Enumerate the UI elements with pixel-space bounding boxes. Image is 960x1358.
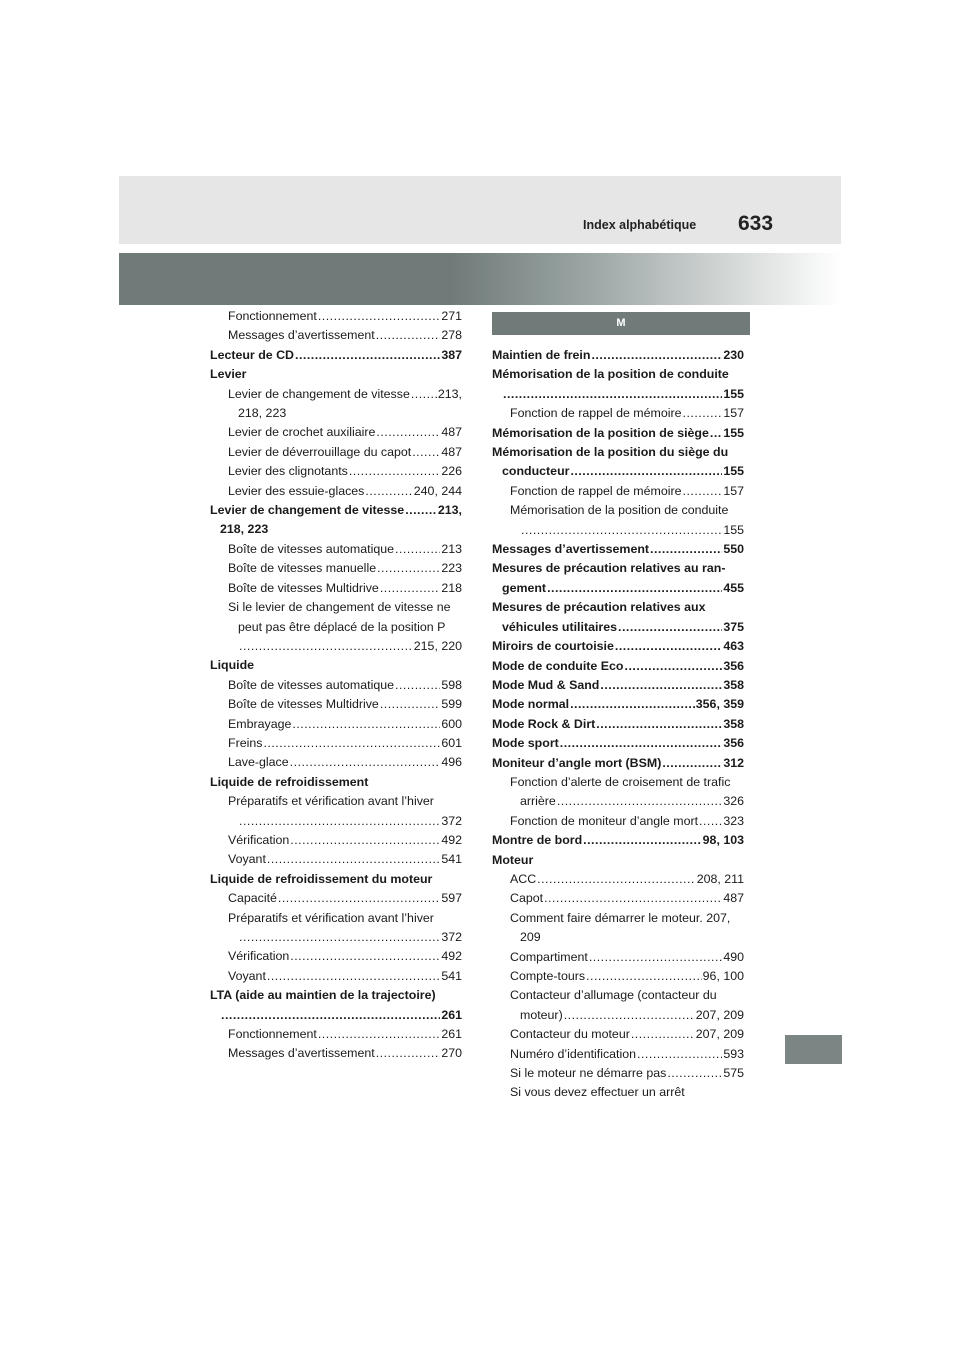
index-entry <box>492 1064 744 1083</box>
entry-page-ref: 455 <box>723 580 744 595</box>
entry-label: Mode Rock & Dirt <box>492 716 596 731</box>
dot-leader <box>637 1045 722 1064</box>
entry-label: Moniteur d’angle mort (BSM) <box>492 755 662 770</box>
index-heading: Liquide de refroidissement <box>210 774 369 789</box>
index-entry <box>210 307 462 326</box>
entry-page-ref: 213, <box>437 503 462 518</box>
index-entry <box>492 424 744 443</box>
entry-label: Messages d’avertissement <box>228 1046 375 1061</box>
entry-label: véhicules utilitaires <box>502 619 618 634</box>
index-entry <box>210 326 462 345</box>
entry-label: conducteur <box>502 464 570 479</box>
dot-leader <box>615 637 722 656</box>
index-entry <box>492 579 744 598</box>
index-line: peut pas être déplacé de la position P <box>238 619 446 634</box>
index-heading: Levier <box>210 367 247 382</box>
entry-page-ref: 155 <box>723 386 744 401</box>
index-entry <box>210 462 462 481</box>
index-line: Préparatifs et vérification avant l’hiver <box>228 910 434 925</box>
entry-page-ref: 598 <box>441 677 462 692</box>
entry-page-ref: 157 <box>723 483 744 498</box>
entry-page-ref: 213, <box>437 386 462 401</box>
dot-leader <box>395 676 440 695</box>
dot-leader <box>596 715 722 734</box>
dot-leader <box>318 1025 440 1044</box>
entry-page-ref: 213 <box>441 541 462 556</box>
entry-page-ref: 326 <box>723 794 744 809</box>
dot-leader <box>564 1006 695 1025</box>
entry-page-ref: 490 <box>723 949 744 964</box>
index-entry <box>492 889 744 908</box>
index-entry <box>492 948 744 967</box>
dot-leader <box>290 947 440 966</box>
index-entry <box>492 831 744 850</box>
index-line: Fonction d’alerte de croisement de trafic <box>510 774 731 789</box>
index-entry <box>210 695 462 714</box>
entry-page-ref: 261 <box>441 1007 462 1022</box>
entry-page-ref: 312 <box>723 755 744 770</box>
entry-label: Montre de bord <box>492 833 583 848</box>
index-heading: LTA (aide au maintien de la trajectoire) <box>210 988 436 1003</box>
entry-label: Maintien de frein <box>492 348 591 362</box>
entry-label: Fonction de rappel de mémoire <box>510 483 682 498</box>
index-heading: Liquide <box>210 658 255 673</box>
index-entry <box>492 1025 744 1044</box>
index-heading: Liquide de refroidissement du moteur <box>210 871 433 886</box>
index-entry <box>492 792 744 811</box>
index-entry <box>492 657 744 676</box>
dot-leader <box>683 482 723 501</box>
index-line: Mémorisation de la position de conduite <box>510 503 729 518</box>
entry-label: Compte-tours <box>510 969 586 983</box>
entry-page-ref: 226 <box>441 464 462 479</box>
index-entry <box>210 1044 462 1063</box>
index-entry <box>492 676 744 695</box>
entry-label: Boîte de vitesses Multidrive <box>228 697 379 712</box>
dot-leader <box>570 462 722 481</box>
index-entry <box>492 404 744 423</box>
entry-page-ref: 223 <box>441 561 462 576</box>
dot-leader <box>290 831 440 850</box>
entry-page-ref: 487 <box>441 444 462 459</box>
dot-leader <box>589 948 723 967</box>
index-line: 218, 223 <box>238 406 287 421</box>
entry-label: gement <box>502 580 547 595</box>
entry-label: Mode normal <box>492 697 570 712</box>
entry-page-ref: 593 <box>723 1046 744 1061</box>
entry-label: Capot <box>510 891 544 906</box>
entry-page-ref: 358 <box>723 716 744 731</box>
entry-page-ref: 600 <box>441 716 462 731</box>
dot-leader <box>631 1025 695 1044</box>
entry-label: Compartiment <box>510 949 588 964</box>
index-entry <box>492 385 744 404</box>
index-line: Si le levier de changement de vitesse ne <box>228 600 451 615</box>
entry-label: Voyant <box>228 968 266 983</box>
dot-leader <box>667 1064 722 1083</box>
dot-leader <box>239 812 440 831</box>
index-entry <box>210 1025 462 1044</box>
dot-leader <box>683 404 723 423</box>
entry-page-ref: 372 <box>441 930 462 944</box>
dot-leader <box>586 967 702 986</box>
dot-leader <box>591 346 722 365</box>
entry-page-ref: 599 <box>441 697 462 712</box>
dot-leader <box>547 579 722 598</box>
entry-page-ref: 358 <box>723 677 744 692</box>
section-letter-header: M <box>492 312 750 335</box>
dot-leader <box>560 734 723 753</box>
entry-label: Levier de déverrouillage du capot <box>228 444 412 459</box>
entry-page-ref: 356 <box>723 736 744 751</box>
index-heading: Moteur <box>492 852 534 867</box>
index-entry <box>492 870 744 889</box>
index-column-left <box>210 307 462 1064</box>
entry-page-ref: 270 <box>441 1046 462 1061</box>
index-entry <box>210 676 462 695</box>
entry-label: Fonction de rappel de mémoire <box>510 406 682 421</box>
entry-label: Mémorisation de la position de siège <box>492 425 709 440</box>
dot-leader <box>537 870 696 889</box>
index-entry <box>492 637 744 656</box>
index-heading: Mesures de précaution relatives au ran- <box>492 561 726 576</box>
dot-leader <box>290 753 441 772</box>
entry-page-ref: 323 <box>723 813 744 828</box>
index-entry <box>210 559 462 578</box>
entry-page-ref: 230 <box>723 348 744 362</box>
entry-page-ref: 155 <box>723 464 744 479</box>
entry-label: ACC <box>510 871 537 886</box>
index-line: Préparatifs et vérification avant l’hiver <box>228 794 434 809</box>
entry-label: Freins <box>228 735 263 750</box>
index-column-right <box>492 346 744 1103</box>
entry-label: Levier de crochet auxiliaire <box>228 425 376 440</box>
entry-label: Boîte de vitesses Multidrive <box>228 580 379 595</box>
entry-label: arrière <box>520 794 556 809</box>
index-entry <box>210 850 462 869</box>
dot-leader <box>239 928 440 947</box>
dot-leader <box>662 754 722 773</box>
entry-label: Fonction de moniteur d’angle mort <box>510 813 699 828</box>
entry-label: Lave-glace <box>228 755 289 770</box>
index-entry <box>210 928 462 947</box>
entry-label: Messages d’avertissement <box>492 542 650 557</box>
index-entry <box>492 812 744 831</box>
entry-page-ref: 496 <box>441 755 462 770</box>
dot-leader <box>278 889 440 908</box>
header-band <box>119 176 841 244</box>
entry-page-ref: 541 <box>441 968 462 983</box>
entry-label: Numéro d’identification <box>510 1046 637 1061</box>
entry-page-ref: 218 <box>441 580 462 595</box>
index-entry <box>210 889 462 908</box>
entry-page-ref: 278 <box>441 328 462 343</box>
header-title: Index alphabétique <box>583 218 697 232</box>
entry-page-ref: 155 <box>723 522 744 537</box>
entry-page-ref: 356 <box>723 658 744 673</box>
entry-label: Voyant <box>228 852 266 867</box>
entry-label: moteur) <box>520 1007 563 1022</box>
entry-page-ref: 487 <box>441 425 462 440</box>
entry-page-ref: 550 <box>723 542 744 557</box>
index-entry <box>492 734 744 753</box>
dot-leader <box>295 346 440 365</box>
dot-leader <box>376 423 440 442</box>
page-number: 633 <box>738 212 774 235</box>
index-entry <box>210 831 462 850</box>
entry-page-ref: 207, 209 <box>695 1007 744 1022</box>
entry-page-ref: 157 <box>723 406 744 421</box>
index-line: Contacteur d’allumage (contacteur du <box>510 988 717 1003</box>
dot-leader <box>625 657 723 676</box>
index-entry <box>210 385 462 404</box>
entry-page-ref: 541 <box>441 852 462 867</box>
dot-leader <box>267 967 440 986</box>
thumb-index-tab <box>785 1035 842 1064</box>
index-entry <box>492 618 744 637</box>
entry-page-ref: 261 <box>441 1027 462 1042</box>
dot-leader <box>521 521 722 540</box>
index-entry <box>210 967 462 986</box>
entry-label: Levier des essuie-glaces <box>228 483 365 498</box>
entry-label: Capacité <box>228 891 277 906</box>
entry-page-ref: 240, 244 <box>413 483 462 498</box>
index-line: 209 <box>520 930 541 945</box>
entry-page-ref: 387 <box>441 347 462 362</box>
index-entry <box>492 754 744 773</box>
index-entry <box>492 521 744 540</box>
entry-page-ref: 96, 100 <box>702 969 744 983</box>
dot-leader <box>239 637 413 656</box>
entry-page-ref: 372 <box>441 813 462 828</box>
dot-leader <box>376 326 441 345</box>
dot-leader <box>503 385 722 404</box>
index-entry <box>210 734 462 753</box>
index-entry <box>210 501 462 520</box>
index-entry <box>210 753 462 772</box>
entry-label: Si le moteur ne démarre pas <box>510 1066 667 1081</box>
entry-label: Vérification <box>228 949 290 964</box>
dot-leader <box>365 482 412 501</box>
entry-label: Messages d’avertissement <box>228 328 375 343</box>
index-entry <box>492 462 744 481</box>
dot-leader <box>349 462 440 481</box>
dot-leader <box>412 443 440 462</box>
entry-label: Levier de changement de vitesse <box>210 503 405 518</box>
dot-leader <box>570 695 695 714</box>
dot-leader <box>600 676 722 695</box>
index-entry <box>210 443 462 462</box>
index-entry <box>210 482 462 501</box>
entry-page-ref: 492 <box>441 832 462 847</box>
index-entry <box>492 540 744 559</box>
index-entry <box>210 812 462 831</box>
entry-label: Embrayage <box>228 716 292 731</box>
entry-label: Miroirs de courtoisie <box>492 639 614 654</box>
entry-page-ref: 487 <box>723 891 744 906</box>
dot-leader <box>377 559 440 578</box>
entry-label: Mode de conduite Eco <box>492 658 624 673</box>
decorative-gradient-bar <box>119 253 841 305</box>
index-heading: Mesures de précaution relatives aux <box>492 600 706 615</box>
dot-leader <box>395 540 440 559</box>
entry-page-ref: 575 <box>723 1066 744 1081</box>
index-line: Comment faire démarrer le moteur. 207, <box>510 910 731 925</box>
index-entry <box>210 637 462 656</box>
index-entry <box>492 695 744 714</box>
entry-page-ref: 98, 103 <box>702 833 744 848</box>
entry-label: Fonctionnement <box>228 1027 317 1042</box>
index-entry <box>492 715 744 734</box>
index-entry <box>492 1045 744 1064</box>
entry-label: Contacteur du moteur <box>510 1027 630 1042</box>
entry-page-ref: 463 <box>723 639 744 654</box>
index-entry <box>492 346 744 365</box>
index-entry <box>492 967 744 986</box>
index-entry <box>210 947 462 966</box>
dot-leader <box>380 695 440 714</box>
index-line: 218, 223 <box>220 522 269 537</box>
dot-leader <box>710 424 722 443</box>
index-entry <box>492 482 744 501</box>
dot-leader <box>380 579 440 598</box>
entry-label: Vérification <box>228 832 290 847</box>
index-entry <box>210 423 462 442</box>
dot-leader <box>557 792 723 811</box>
entry-label: Levier des clignotants <box>228 464 348 479</box>
entry-page-ref: 356, 359 <box>695 697 744 712</box>
dot-leader <box>544 889 722 908</box>
index-entry <box>210 346 462 365</box>
entry-label: Boîte de vitesses automatique <box>228 541 394 556</box>
dot-leader <box>318 307 440 326</box>
dot-leader <box>699 812 722 831</box>
dot-leader <box>411 385 437 404</box>
index-entry <box>210 579 462 598</box>
dot-leader <box>618 618 722 637</box>
index-heading: Mémorisation de la position de conduite <box>492 367 729 382</box>
dot-leader <box>267 850 440 869</box>
dot-leader <box>405 501 437 520</box>
entry-page-ref: 215, 220 <box>413 638 462 653</box>
index-entry <box>210 1006 462 1025</box>
entry-label: Fonctionnement <box>228 309 317 323</box>
dot-leader <box>583 831 701 850</box>
entry-label: Lecteur de CD <box>210 347 294 362</box>
entry-page-ref: 597 <box>441 891 462 906</box>
index-entry <box>210 715 462 734</box>
entry-page-ref: 271 <box>441 309 462 323</box>
dot-leader <box>221 1006 440 1025</box>
entry-page-ref: 492 <box>441 949 462 964</box>
entry-label: Boîte de vitesses manuelle <box>228 561 377 576</box>
index-entry <box>210 540 462 559</box>
dot-leader <box>650 540 722 559</box>
entry-page-ref: 601 <box>441 735 462 750</box>
entry-page-ref: 207, 209 <box>695 1027 744 1042</box>
index-heading: Mémorisation de la position du siège du <box>492 445 729 460</box>
entry-label: Levier de changement de vitesse <box>228 386 410 401</box>
entry-page-ref: 208, 211 <box>696 871 744 886</box>
entry-page-ref: 155 <box>723 425 744 440</box>
index-entry <box>492 1006 744 1025</box>
dot-leader <box>292 715 440 734</box>
entry-label: Boîte de vitesses automatique <box>228 677 394 692</box>
entry-label: Mode sport <box>492 736 559 751</box>
entry-label: Mode Mud & Sand <box>492 677 600 692</box>
entry-page-ref: 375 <box>723 619 744 634</box>
dot-leader <box>376 1044 441 1063</box>
dot-leader <box>263 734 440 753</box>
index-line: Si vous devez effectuer un arrêt <box>510 1085 685 1100</box>
